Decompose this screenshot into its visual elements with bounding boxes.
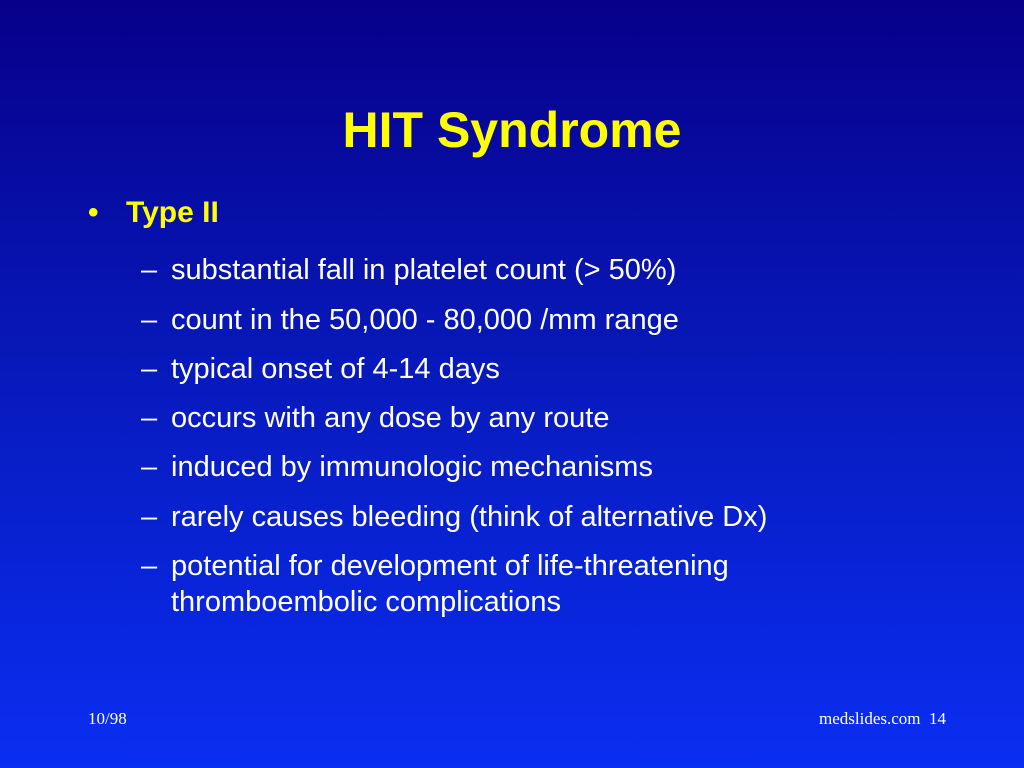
- sub-item-text: typical onset of 4-14 days: [171, 353, 500, 385]
- bullet-label: Type II: [126, 196, 219, 229]
- footer-source-text: medslides.com: [818, 709, 921, 728]
- sub-item-1: [141, 252, 981, 288]
- sub-item-text: rarely causes bleeding (think of alternative Dx): [171, 501, 768, 533]
- dash-icon: –: [141, 254, 158, 286]
- sub-item-text: induced by immunologic mechanisms: [171, 451, 653, 483]
- footer-page-number: 14: [929, 709, 946, 728]
- dash-icon: –: [141, 550, 158, 582]
- sub-item-text: substantial fall in platelet count (> 50%): [171, 254, 677, 286]
- dash-icon: –: [141, 451, 158, 483]
- slide-title: HIT Syndrome: [342, 102, 682, 158]
- dash-icon: –: [141, 304, 158, 336]
- dash-icon: –: [141, 353, 158, 385]
- sub-item-7: [141, 548, 841, 620]
- bullet-dot-icon: •: [88, 196, 99, 229]
- sub-item-3: [141, 351, 981, 387]
- sub-item-2: [141, 302, 981, 338]
- footer-date: 10/98: [88, 709, 127, 728]
- footer-source: [819, 708, 946, 730]
- sub-item-5: [141, 449, 981, 485]
- sub-item-6: [141, 499, 981, 535]
- sub-item-text: potential for development of life-threatening thromboembolic complications: [171, 550, 729, 618]
- sub-item-text: occurs with any dose by any route: [171, 402, 610, 434]
- sub-item-text: count in the 50,000 - 80,000 /mm range: [171, 304, 679, 336]
- bullet-type-ii: [88, 193, 219, 233]
- dash-icon: –: [141, 501, 158, 533]
- sub-item-4: [141, 400, 981, 436]
- dash-icon: –: [141, 402, 158, 434]
